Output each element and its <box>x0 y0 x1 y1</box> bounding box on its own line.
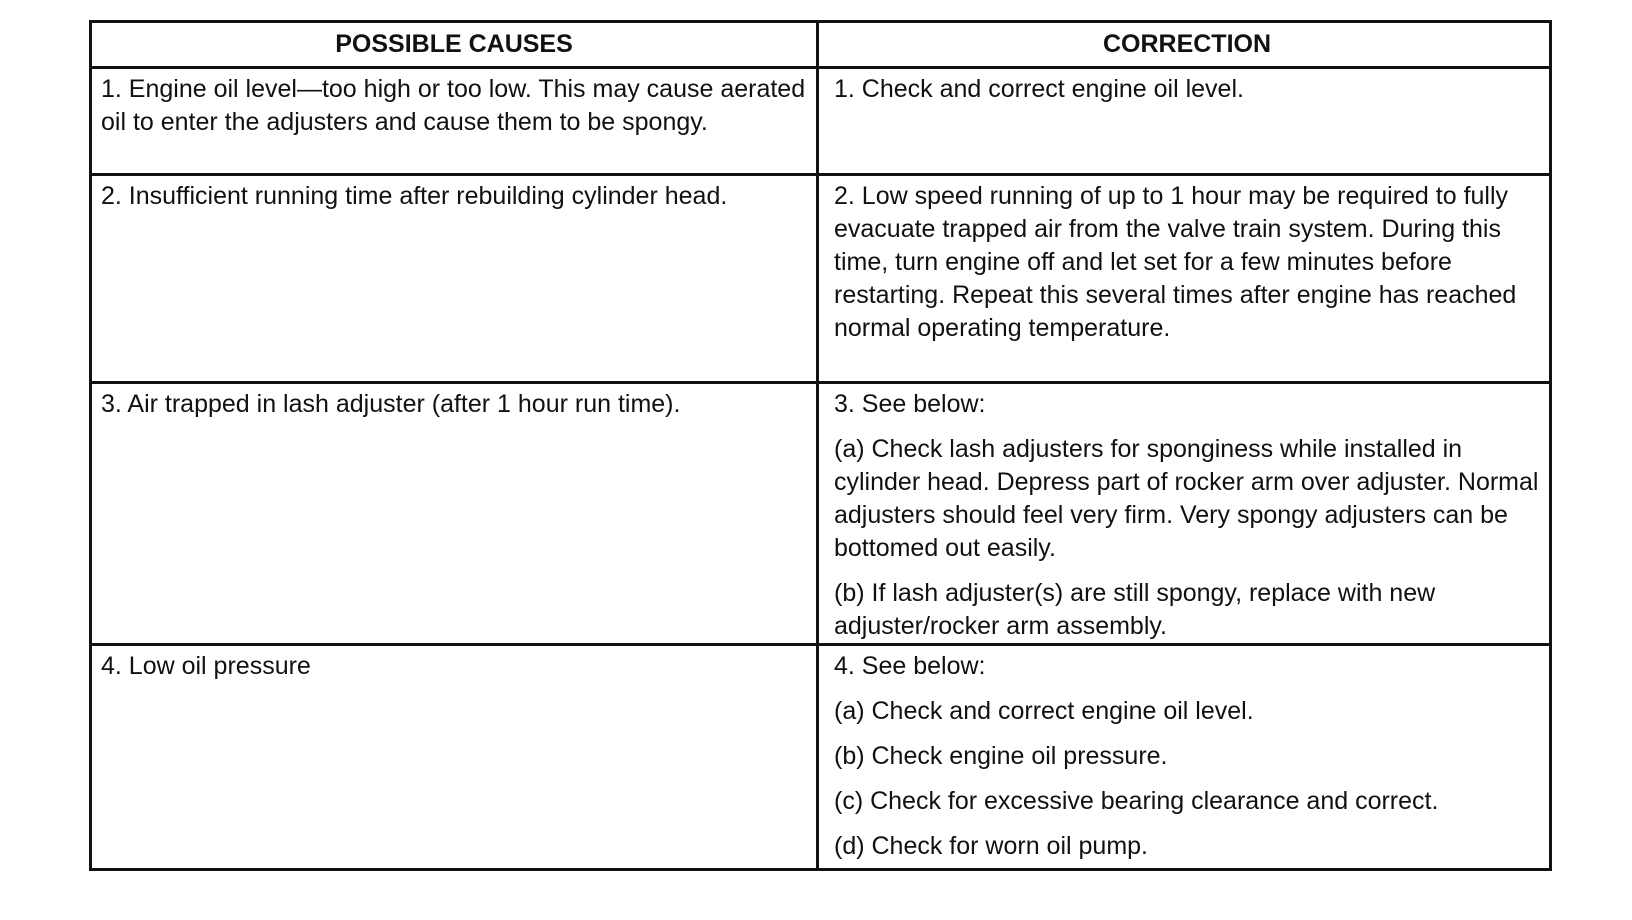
correction-subitem-3b: (b) If lash adjuster(s) are still spongy, replace with new adjuster/rocker arm assembly. <box>834 579 1436 640</box>
correction-subitem-4c: (c) Check for excessive bearing clearance and correct. <box>834 787 1439 815</box>
correction-subitem-4b: (b) Check engine oil pressure. <box>834 742 1168 770</box>
header-correction: CORRECTION <box>819 23 1549 69</box>
header-possible-causes: POSSIBLE CAUSES <box>92 23 819 69</box>
correction-text-3: 3. See below: <box>834 390 986 418</box>
cause-cell-3: 3. Air trapped in lash adjuster (after 1 hour run time). <box>92 384 819 646</box>
diagnosis-table <box>89 20 1552 871</box>
correction-text-1: 1. Check and correct engine oil level. <box>834 75 1244 103</box>
correction-cell-2 <box>819 176 1549 384</box>
correction-text-4: 4. See below: <box>834 652 986 680</box>
correction-subitem-4d: (d) Check for worn oil pump. <box>834 832 1149 860</box>
correction-cell-1 <box>819 69 1549 176</box>
correction-text-2: 2. Low speed running of up to 1 hour may be required to fully evacuate trapped air from the valve train system. During this time, turn engine off and let set for a few minutes before restarting. Repeat this several times after engine has reached normal operating temperature. <box>834 182 1517 342</box>
correction-cell-3 <box>819 384 1549 646</box>
correction-subitem-4a: (a) Check and correct engine oil level. <box>834 697 1254 725</box>
cause-cell-1: 1. Engine oil level—too high or too low. This may cause aerated oil to enter the adjusters and cause them to be spongy. <box>92 69 819 176</box>
cause-cell-2: 2. Insufficient running time after rebuilding cylinder head. <box>92 176 819 384</box>
correction-subitem-3a: (a) Check lash adjusters for sponginess while installed in cylinder head. Depress part of rocker arm over adjuster. Normal adjusters should feel very firm. Very spongy adjusters can be bottomed out easily. <box>834 435 1539 562</box>
correction-cell-4 <box>819 646 1549 868</box>
cause-cell-4: 4. Low oil pressure <box>92 646 819 868</box>
